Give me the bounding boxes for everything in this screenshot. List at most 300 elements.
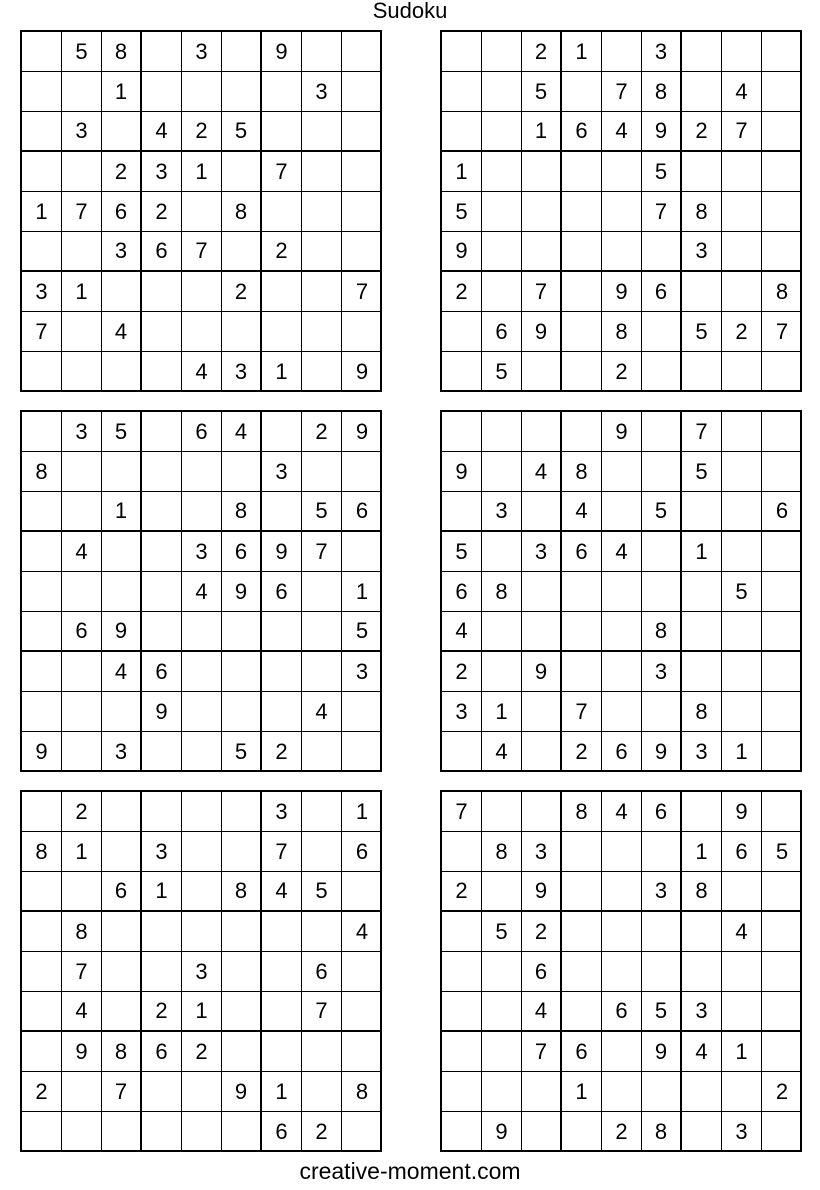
- sudoku-cell[interactable]: 4: [142, 112, 182, 152]
- sudoku-cell[interactable]: 7: [62, 192, 102, 232]
- sudoku-cell[interactable]: 6: [522, 952, 562, 992]
- sudoku-cell[interactable]: [142, 312, 182, 352]
- sudoku-cell[interactable]: 4: [102, 312, 142, 352]
- sudoku-cell[interactable]: 4: [562, 492, 602, 532]
- sudoku-cell[interactable]: [642, 452, 682, 492]
- sudoku-cell[interactable]: 6: [762, 492, 802, 532]
- sudoku-cell[interactable]: [762, 992, 802, 1032]
- sudoku-cell[interactable]: 7: [262, 152, 302, 192]
- sudoku-cell[interactable]: [602, 192, 642, 232]
- sudoku-cell[interactable]: [222, 912, 262, 952]
- sudoku-cell[interactable]: [482, 412, 522, 452]
- sudoku-cell[interactable]: 2: [442, 272, 482, 312]
- sudoku-cell[interactable]: [682, 952, 722, 992]
- sudoku-cell[interactable]: [722, 192, 762, 232]
- sudoku-cell[interactable]: [562, 952, 602, 992]
- sudoku-cell[interactable]: [182, 732, 222, 772]
- sudoku-cell[interactable]: [262, 492, 302, 532]
- sudoku-cell[interactable]: [302, 192, 342, 232]
- sudoku-cell[interactable]: 2: [262, 732, 302, 772]
- sudoku-cell[interactable]: [642, 832, 682, 872]
- sudoku-cell[interactable]: [482, 1032, 522, 1072]
- sudoku-cell[interactable]: [522, 792, 562, 832]
- sudoku-cell[interactable]: 6: [102, 192, 142, 232]
- sudoku-cell[interactable]: 8: [482, 832, 522, 872]
- sudoku-cell[interactable]: 2: [602, 352, 642, 392]
- sudoku-cell[interactable]: [182, 192, 222, 232]
- sudoku-cell[interactable]: 1: [722, 1032, 762, 1072]
- sudoku-cell[interactable]: 9: [262, 532, 302, 572]
- sudoku-cell[interactable]: [642, 572, 682, 612]
- sudoku-cell[interactable]: [442, 732, 482, 772]
- sudoku-cell[interactable]: [602, 952, 642, 992]
- sudoku-cell[interactable]: [262, 1032, 302, 1072]
- sudoku-cell[interactable]: [562, 192, 602, 232]
- sudoku-cell[interactable]: [62, 872, 102, 912]
- sudoku-cell[interactable]: [682, 612, 722, 652]
- sudoku-cell[interactable]: [222, 952, 262, 992]
- sudoku-cell[interactable]: [642, 312, 682, 352]
- sudoku-cell[interactable]: [22, 572, 62, 612]
- sudoku-cell[interactable]: 6: [442, 572, 482, 612]
- sudoku-cell[interactable]: 9: [442, 232, 482, 272]
- sudoku-cell[interactable]: 4: [342, 912, 382, 952]
- sudoku-cell[interactable]: 5: [302, 872, 342, 912]
- sudoku-cell[interactable]: 8: [682, 192, 722, 232]
- sudoku-cell[interactable]: [562, 652, 602, 692]
- sudoku-cell[interactable]: 9: [522, 872, 562, 912]
- sudoku-cell[interactable]: [762, 612, 802, 652]
- sudoku-cell[interactable]: 4: [62, 992, 102, 1032]
- sudoku-cell[interactable]: [262, 272, 302, 312]
- sudoku-cell[interactable]: [222, 992, 262, 1032]
- sudoku-cell[interactable]: [62, 232, 102, 272]
- sudoku-cell[interactable]: 3: [102, 232, 142, 272]
- sudoku-cell[interactable]: [62, 652, 102, 692]
- sudoku-cell[interactable]: 6: [642, 792, 682, 832]
- sudoku-cell[interactable]: [642, 232, 682, 272]
- sudoku-cell[interactable]: 4: [602, 792, 642, 832]
- sudoku-cell[interactable]: 5: [102, 412, 142, 452]
- sudoku-cell[interactable]: 4: [222, 412, 262, 452]
- sudoku-cell[interactable]: 2: [682, 112, 722, 152]
- sudoku-cell[interactable]: [142, 452, 182, 492]
- sudoku-cell[interactable]: 2: [562, 732, 602, 772]
- sudoku-cell[interactable]: [142, 732, 182, 772]
- sudoku-cell[interactable]: [102, 912, 142, 952]
- sudoku-cell[interactable]: 5: [682, 452, 722, 492]
- sudoku-cell[interactable]: [642, 532, 682, 572]
- sudoku-cell[interactable]: 4: [62, 532, 102, 572]
- sudoku-cell[interactable]: [762, 1112, 802, 1152]
- sudoku-cell[interactable]: [762, 72, 802, 112]
- sudoku-cell[interactable]: [562, 992, 602, 1032]
- sudoku-cell[interactable]: [722, 872, 762, 912]
- sudoku-cell[interactable]: [302, 272, 342, 312]
- sudoku-cell[interactable]: [182, 692, 222, 732]
- sudoku-cell[interactable]: 1: [442, 152, 482, 192]
- sudoku-cell[interactable]: 7: [642, 192, 682, 232]
- sudoku-cell[interactable]: 9: [222, 1072, 262, 1112]
- sudoku-cell[interactable]: 4: [442, 612, 482, 652]
- sudoku-cell[interactable]: [442, 352, 482, 392]
- sudoku-cell[interactable]: 5: [222, 732, 262, 772]
- sudoku-cell[interactable]: [442, 1032, 482, 1072]
- sudoku-cell[interactable]: 6: [562, 1032, 602, 1072]
- sudoku-cell[interactable]: [682, 572, 722, 612]
- sudoku-cell[interactable]: [602, 612, 642, 652]
- sudoku-cell[interactable]: 9: [522, 312, 562, 352]
- sudoku-cell[interactable]: [222, 612, 262, 652]
- sudoku-cell[interactable]: [442, 952, 482, 992]
- sudoku-cell[interactable]: 6: [722, 832, 762, 872]
- sudoku-cell[interactable]: 4: [302, 692, 342, 732]
- sudoku-cell[interactable]: 7: [722, 112, 762, 152]
- sudoku-cell[interactable]: [682, 352, 722, 392]
- sudoku-cell[interactable]: 3: [482, 492, 522, 532]
- sudoku-cell[interactable]: [342, 1032, 382, 1072]
- sudoku-cell[interactable]: 2: [302, 1112, 342, 1152]
- sudoku-cell[interactable]: [182, 1112, 222, 1152]
- sudoku-cell[interactable]: [482, 232, 522, 272]
- sudoku-cell[interactable]: [182, 272, 222, 312]
- sudoku-cell[interactable]: [102, 832, 142, 872]
- sudoku-cell[interactable]: [722, 952, 762, 992]
- sudoku-cell[interactable]: 7: [262, 832, 302, 872]
- sudoku-cell[interactable]: [102, 112, 142, 152]
- sudoku-cell[interactable]: 6: [142, 652, 182, 692]
- sudoku-cell[interactable]: [142, 912, 182, 952]
- sudoku-cell[interactable]: 3: [142, 152, 182, 192]
- sudoku-cell[interactable]: [762, 692, 802, 732]
- sudoku-cell[interactable]: [602, 452, 642, 492]
- sudoku-cell[interactable]: [342, 152, 382, 192]
- sudoku-cell[interactable]: 2: [522, 32, 562, 72]
- sudoku-cell[interactable]: [522, 192, 562, 232]
- sudoku-cell[interactable]: [222, 832, 262, 872]
- sudoku-cell[interactable]: [522, 732, 562, 772]
- sudoku-cell[interactable]: 8: [562, 452, 602, 492]
- sudoku-cell[interactable]: [182, 872, 222, 912]
- sudoku-cell[interactable]: [302, 572, 342, 612]
- sudoku-cell[interactable]: [562, 832, 602, 872]
- sudoku-cell[interactable]: 9: [222, 572, 262, 612]
- sudoku-cell[interactable]: [682, 792, 722, 832]
- sudoku-cell[interactable]: 8: [642, 1112, 682, 1152]
- sudoku-cell[interactable]: [522, 612, 562, 652]
- sudoku-cell[interactable]: [262, 992, 302, 1032]
- sudoku-cell[interactable]: [722, 272, 762, 312]
- sudoku-cell[interactable]: [182, 912, 222, 952]
- sudoku-cell[interactable]: [442, 32, 482, 72]
- sudoku-cell[interactable]: 5: [642, 152, 682, 192]
- sudoku-cell[interactable]: [102, 572, 142, 612]
- sudoku-cell[interactable]: 4: [602, 112, 642, 152]
- sudoku-cell[interactable]: [562, 612, 602, 652]
- sudoku-cell[interactable]: [222, 792, 262, 832]
- sudoku-cell[interactable]: [342, 192, 382, 232]
- sudoku-cell[interactable]: [62, 312, 102, 352]
- sudoku-cell[interactable]: 2: [722, 312, 762, 352]
- sudoku-cell[interactable]: [342, 732, 382, 772]
- sudoku-cell[interactable]: [522, 1072, 562, 1112]
- sudoku-cell[interactable]: [222, 72, 262, 112]
- sudoku-cell[interactable]: [562, 312, 602, 352]
- sudoku-cell[interactable]: [642, 1072, 682, 1112]
- sudoku-cell[interactable]: [602, 1032, 642, 1072]
- sudoku-cell[interactable]: [682, 492, 722, 532]
- sudoku-cell[interactable]: 1: [142, 872, 182, 912]
- sudoku-cell[interactable]: 4: [522, 992, 562, 1032]
- sudoku-cell[interactable]: [22, 32, 62, 72]
- sudoku-cell[interactable]: [62, 72, 102, 112]
- sudoku-cell[interactable]: [642, 912, 682, 952]
- sudoku-cell[interactable]: [682, 652, 722, 692]
- sudoku-cell[interactable]: [262, 912, 302, 952]
- sudoku-cell[interactable]: 7: [102, 1072, 142, 1112]
- sudoku-cell[interactable]: [102, 1112, 142, 1152]
- sudoku-cell[interactable]: 1: [182, 152, 222, 192]
- sudoku-cell[interactable]: [62, 352, 102, 392]
- sudoku-cell[interactable]: 1: [482, 692, 522, 732]
- sudoku-cell[interactable]: [262, 952, 302, 992]
- sudoku-cell[interactable]: 9: [442, 452, 482, 492]
- sudoku-cell[interactable]: [22, 72, 62, 112]
- sudoku-cell[interactable]: 1: [62, 832, 102, 872]
- sudoku-cell[interactable]: [302, 652, 342, 692]
- sudoku-cell[interactable]: [22, 1112, 62, 1152]
- sudoku-cell[interactable]: [482, 652, 522, 692]
- sudoku-cell[interactable]: [342, 232, 382, 272]
- sudoku-cell[interactable]: 2: [222, 272, 262, 312]
- sudoku-cell[interactable]: 1: [562, 1072, 602, 1112]
- sudoku-cell[interactable]: [182, 452, 222, 492]
- sudoku-cell[interactable]: [302, 1072, 342, 1112]
- sudoku-cell[interactable]: [142, 532, 182, 572]
- sudoku-cell[interactable]: [342, 1112, 382, 1152]
- sudoku-cell[interactable]: [562, 412, 602, 452]
- sudoku-cell[interactable]: 4: [522, 452, 562, 492]
- sudoku-cell[interactable]: [722, 152, 762, 192]
- sudoku-cell[interactable]: [22, 1032, 62, 1072]
- sudoku-cell[interactable]: 3: [342, 652, 382, 692]
- sudoku-cell[interactable]: [482, 792, 522, 832]
- sudoku-cell[interactable]: 8: [682, 872, 722, 912]
- sudoku-cell[interactable]: 5: [682, 312, 722, 352]
- sudoku-cell[interactable]: [142, 412, 182, 452]
- sudoku-cell[interactable]: [442, 312, 482, 352]
- sudoku-cell[interactable]: [562, 72, 602, 112]
- sudoku-cell[interactable]: [102, 692, 142, 732]
- sudoku-cell[interactable]: [762, 1032, 802, 1072]
- sudoku-cell[interactable]: 8: [22, 452, 62, 492]
- sudoku-cell[interactable]: 4: [262, 872, 302, 912]
- sudoku-cell[interactable]: [722, 492, 762, 532]
- sudoku-cell[interactable]: 5: [302, 492, 342, 532]
- sudoku-cell[interactable]: [182, 72, 222, 112]
- sudoku-cell[interactable]: [642, 952, 682, 992]
- sudoku-cell[interactable]: [762, 652, 802, 692]
- sudoku-cell[interactable]: 4: [182, 572, 222, 612]
- sudoku-cell[interactable]: 6: [142, 1032, 182, 1072]
- sudoku-cell[interactable]: [642, 352, 682, 392]
- sudoku-cell[interactable]: 2: [182, 1032, 222, 1072]
- sudoku-cell[interactable]: [342, 872, 382, 912]
- sudoku-cell[interactable]: [182, 1072, 222, 1112]
- sudoku-cell[interactable]: [562, 272, 602, 312]
- sudoku-cell[interactable]: 1: [682, 832, 722, 872]
- sudoku-cell[interactable]: 8: [102, 1032, 142, 1072]
- sudoku-cell[interactable]: 2: [102, 152, 142, 192]
- sudoku-cell[interactable]: [182, 832, 222, 872]
- sudoku-cell[interactable]: [62, 572, 102, 612]
- sudoku-cell[interactable]: 3: [262, 792, 302, 832]
- sudoku-cell[interactable]: [342, 312, 382, 352]
- sudoku-cell[interactable]: [262, 412, 302, 452]
- sudoku-cell[interactable]: [482, 72, 522, 112]
- sudoku-cell[interactable]: [302, 312, 342, 352]
- sudoku-cell[interactable]: [602, 832, 642, 872]
- sudoku-cell[interactable]: [682, 72, 722, 112]
- sudoku-cell[interactable]: [762, 452, 802, 492]
- sudoku-cell[interactable]: 8: [602, 312, 642, 352]
- sudoku-cell[interactable]: 4: [722, 72, 762, 112]
- sudoku-cell[interactable]: [142, 952, 182, 992]
- sudoku-cell[interactable]: 6: [182, 412, 222, 452]
- sudoku-cell[interactable]: [222, 32, 262, 72]
- sudoku-cell[interactable]: 6: [102, 872, 142, 912]
- sudoku-cell[interactable]: 1: [342, 792, 382, 832]
- sudoku-cell[interactable]: [262, 192, 302, 232]
- sudoku-cell[interactable]: [602, 572, 642, 612]
- sudoku-cell[interactable]: 7: [62, 952, 102, 992]
- sudoku-cell[interactable]: 6: [342, 832, 382, 872]
- sudoku-cell[interactable]: 3: [442, 692, 482, 732]
- sudoku-cell[interactable]: 7: [762, 312, 802, 352]
- sudoku-cell[interactable]: 4: [102, 652, 142, 692]
- sudoku-cell[interactable]: [142, 272, 182, 312]
- sudoku-cell[interactable]: [602, 1072, 642, 1112]
- sudoku-cell[interactable]: 7: [562, 692, 602, 732]
- sudoku-cell[interactable]: 5: [442, 532, 482, 572]
- sudoku-cell[interactable]: [442, 912, 482, 952]
- sudoku-cell[interactable]: 9: [342, 412, 382, 452]
- sudoku-cell[interactable]: 3: [262, 452, 302, 492]
- sudoku-cell[interactable]: 6: [562, 532, 602, 572]
- sudoku-cell[interactable]: [482, 192, 522, 232]
- sudoku-cell[interactable]: [482, 152, 522, 192]
- sudoku-cell[interactable]: 1: [102, 72, 142, 112]
- sudoku-cell[interactable]: [22, 352, 62, 392]
- sudoku-cell[interactable]: [102, 952, 142, 992]
- sudoku-cell[interactable]: [522, 412, 562, 452]
- sudoku-cell[interactable]: 2: [602, 1112, 642, 1152]
- sudoku-cell[interactable]: 5: [762, 832, 802, 872]
- sudoku-cell[interactable]: 5: [482, 912, 522, 952]
- sudoku-cell[interactable]: 3: [102, 732, 142, 772]
- sudoku-cell[interactable]: 2: [142, 992, 182, 1032]
- sudoku-cell[interactable]: 9: [522, 652, 562, 692]
- sudoku-cell[interactable]: 6: [142, 232, 182, 272]
- sudoku-cell[interactable]: 6: [602, 992, 642, 1032]
- sudoku-cell[interactable]: [602, 692, 642, 732]
- sudoku-cell[interactable]: [102, 352, 142, 392]
- sudoku-cell[interactable]: [222, 452, 262, 492]
- sudoku-cell[interactable]: 1: [262, 352, 302, 392]
- sudoku-cell[interactable]: 3: [722, 1112, 762, 1152]
- sudoku-cell[interactable]: [62, 152, 102, 192]
- sudoku-cell[interactable]: 2: [22, 1072, 62, 1112]
- sudoku-cell[interactable]: [722, 352, 762, 392]
- sudoku-cell[interactable]: 2: [262, 232, 302, 272]
- sudoku-cell[interactable]: 3: [182, 952, 222, 992]
- sudoku-cell[interactable]: [222, 232, 262, 272]
- sudoku-cell[interactable]: 3: [22, 272, 62, 312]
- sudoku-cell[interactable]: [642, 692, 682, 732]
- sudoku-cell[interactable]: [342, 532, 382, 572]
- sudoku-cell[interactable]: 5: [642, 492, 682, 532]
- sudoku-cell[interactable]: [222, 312, 262, 352]
- sudoku-cell[interactable]: 8: [482, 572, 522, 612]
- sudoku-cell[interactable]: [602, 652, 642, 692]
- sudoku-cell[interactable]: [762, 732, 802, 772]
- sudoku-cell[interactable]: [342, 72, 382, 112]
- sudoku-cell[interactable]: [682, 1072, 722, 1112]
- sudoku-cell[interactable]: 6: [602, 732, 642, 772]
- sudoku-cell[interactable]: [302, 1032, 342, 1072]
- sudoku-cell[interactable]: 3: [682, 992, 722, 1032]
- sudoku-cell[interactable]: 5: [222, 112, 262, 152]
- sudoku-cell[interactable]: 8: [102, 32, 142, 72]
- sudoku-cell[interactable]: 2: [442, 872, 482, 912]
- sudoku-cell[interactable]: [342, 952, 382, 992]
- sudoku-cell[interactable]: [302, 832, 342, 872]
- sudoku-cell[interactable]: 3: [182, 32, 222, 72]
- sudoku-cell[interactable]: [22, 792, 62, 832]
- sudoku-cell[interactable]: [722, 692, 762, 732]
- sudoku-cell[interactable]: [302, 352, 342, 392]
- sudoku-cell[interactable]: 1: [562, 32, 602, 72]
- sudoku-cell[interactable]: 7: [522, 1032, 562, 1072]
- sudoku-cell[interactable]: 3: [522, 532, 562, 572]
- sudoku-cell[interactable]: [142, 32, 182, 72]
- sudoku-cell[interactable]: 7: [302, 532, 342, 572]
- sudoku-cell[interactable]: 1: [342, 572, 382, 612]
- sudoku-cell[interactable]: [722, 612, 762, 652]
- sudoku-cell[interactable]: 9: [62, 1032, 102, 1072]
- sudoku-cell[interactable]: [102, 992, 142, 1032]
- sudoku-cell[interactable]: [602, 232, 642, 272]
- sudoku-cell[interactable]: 7: [522, 272, 562, 312]
- sudoku-cell[interactable]: [442, 832, 482, 872]
- sudoku-cell[interactable]: 6: [222, 532, 262, 572]
- sudoku-cell[interactable]: [182, 492, 222, 532]
- sudoku-cell[interactable]: [442, 412, 482, 452]
- sudoku-cell[interactable]: [262, 72, 302, 112]
- sudoku-cell[interactable]: [482, 32, 522, 72]
- sudoku-cell[interactable]: 4: [682, 1032, 722, 1072]
- sudoku-cell[interactable]: [262, 692, 302, 732]
- sudoku-cell[interactable]: 7: [182, 232, 222, 272]
- sudoku-cell[interactable]: [142, 352, 182, 392]
- sudoku-cell[interactable]: 7: [302, 992, 342, 1032]
- sudoku-cell[interactable]: [522, 492, 562, 532]
- sudoku-cell[interactable]: [482, 452, 522, 492]
- sudoku-cell[interactable]: [22, 532, 62, 572]
- sudoku-cell[interactable]: [602, 492, 642, 532]
- sudoku-cell[interactable]: [482, 872, 522, 912]
- sudoku-cell[interactable]: [522, 1112, 562, 1152]
